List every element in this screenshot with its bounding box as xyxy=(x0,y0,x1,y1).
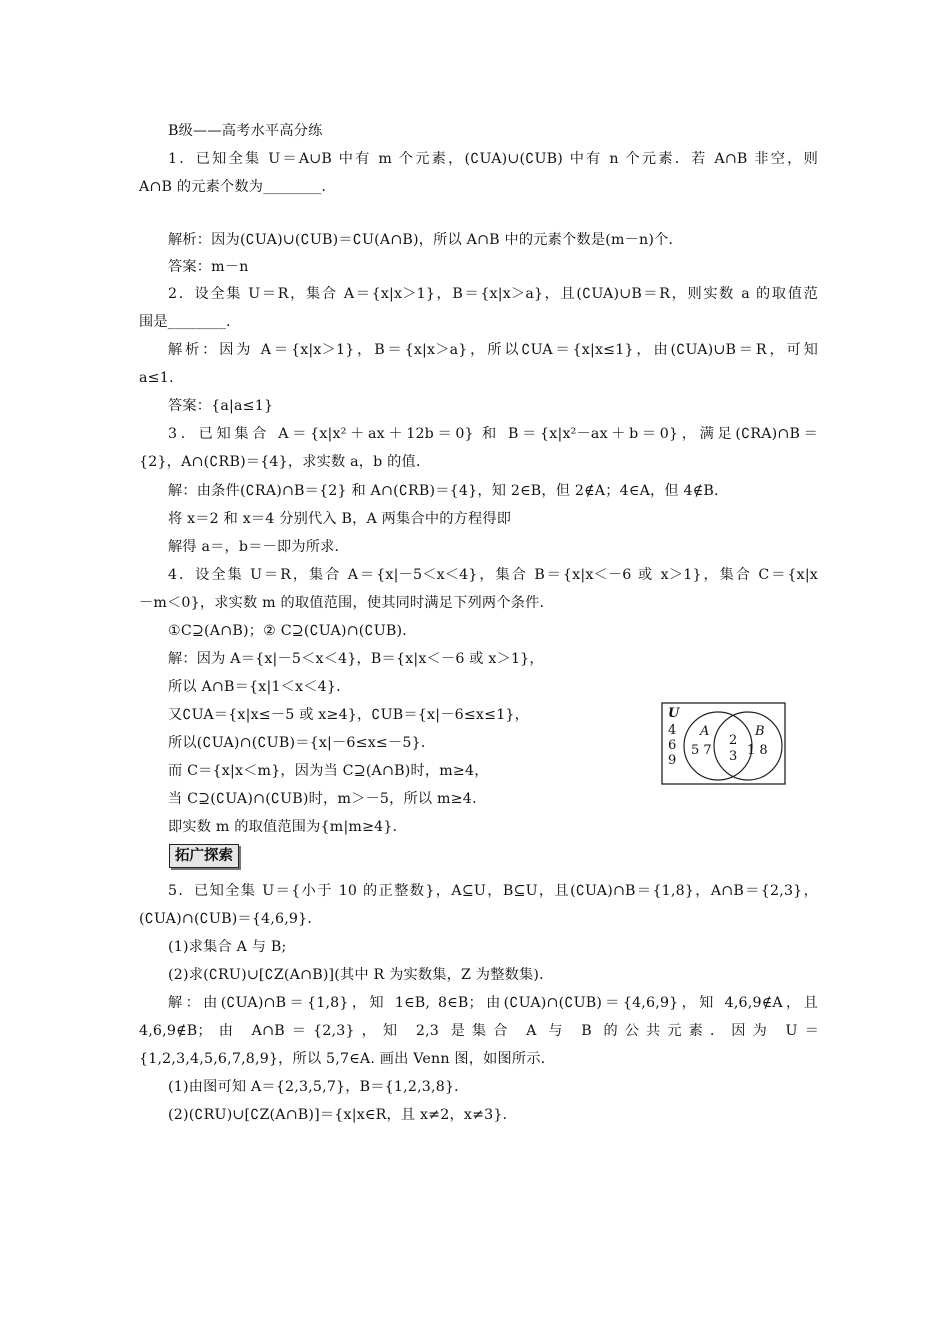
problem-5-answer-2: (2)(∁RU)∪[∁Z(A∩B)]＝{x|x∈R，且 x≠2，x≠3}． xyxy=(168,1107,518,1123)
problem-4-conclusion: 即实数 m 的取值范围为{m|m≥4}． xyxy=(168,819,408,835)
problem-3-solution-3: 解得 a＝，b＝－即为所求． xyxy=(168,539,349,555)
problem-4-solution-2: 所以 A∩B＝{x|1＜x＜4}． xyxy=(168,679,351,695)
problem-2-analysis-2: a≤1. xyxy=(139,370,174,386)
problem-4-solution-1: 解：因为 A＝{x|－5＜x＜4}，B＝{x|x＜－6 或 x＞1}， xyxy=(168,651,544,667)
problem-4-solution-6: 当 C⊇(∁UA)∩(∁UB)时，m＞－5，所以 m≥4. xyxy=(168,791,477,807)
problem-4-line-2: －m＜0}，求实数 m 的取值范围，使其同时满足下列两个条件． xyxy=(139,595,554,611)
problem-3-line-2: {2}，A∩(∁RB)＝{4}，求实数 a，b 的值． xyxy=(139,454,431,470)
problem-1-answer: 答案：m－n xyxy=(168,259,249,275)
problem-2-analysis-1: 解析：因为 A＝{x|x＞1}，B＝{x|x＞a}，所以∁UA＝{x|x≤1}，由(∁UA)∪B＝R，可知 xyxy=(168,342,818,358)
universe-label: U xyxy=(668,706,680,721)
problem-1-line-2: A∩B 的元素个数为________． xyxy=(139,179,336,195)
problem-4-solution-4: 所以(∁UA)∩(∁UB)＝{x|－6≤x≤－5}． xyxy=(168,735,436,751)
intersection-element-1: 2 xyxy=(729,733,738,748)
outside-element-2: 6 xyxy=(668,738,677,753)
problem-2-line-1: 2．设全集 U＝R，集合 A＝{x|x＞1}，B＝{x|x＞a}，且(∁UA)∪B＝R，则实数 a 的取值范 xyxy=(168,286,818,302)
set-a-label: A xyxy=(700,724,710,739)
problem-4-line-1: 4．设全集 U＝R，集合 A＝{x|－5＜x＜4}，集合 B＝{x|x＜－6 或 x＞1}，集合 C＝{x|x xyxy=(168,567,818,583)
problem-4-solution-5: 而 C＝{x|x＜m}，因为当 C⊇(A∩B)时，m≥4， xyxy=(168,763,489,779)
problem-4-conditions: ①C⊇(A∩B)；② C⊇(∁UA)∩(∁UB)． xyxy=(168,623,417,639)
extension-badge: 拓广探索 xyxy=(169,844,239,868)
venn-diagram xyxy=(661,702,787,786)
problem-5-answer-1: (1)由图可知 A＝{2,3,5,7}，B＝{1,2,3,8}． xyxy=(168,1079,469,1095)
section-title: B级——高考水平高分练 xyxy=(168,123,323,139)
problem-5-solution-1: 解：由(∁UA)∩B＝{1,8}，知 1∈B, 8∈B；由(∁UA)∩(∁UB)＝{4,6,9}，知 4,6,9∉A，且 xyxy=(168,995,818,1011)
problem-1-line-1: 1．已知全集 U＝A∪B 中有 m 个元素，(∁UA)∪(∁UB) 中有 n 个元素．若 A∩B 非空，则 xyxy=(168,151,818,167)
problem-2-answer: 答案：{a|a≤1} xyxy=(168,398,274,414)
problem-4-solution-3: 又∁UA＝{x|x≤－5 或 x≥4}，∁UB＝{x|－6≤x≤1}， xyxy=(168,707,530,723)
problem-5-line-2: (∁UA)∩(∁UB)＝{4,6,9}． xyxy=(139,911,322,927)
set-b-label: B xyxy=(755,724,765,739)
outside-element-3: 9 xyxy=(668,753,677,768)
problem-5-solution-2: 4,6,9∉B；由 A∩B＝{2,3}，知 2,3 是集合 A 与 B 的公共元素．因为 U＝ xyxy=(139,1023,819,1039)
outside-element-1: 4 xyxy=(668,723,677,738)
problem-5-line-1: 5．已知全集 U＝{小于 10 的正整数}，A⊆U，B⊆U，且(∁UA)∩B＝{1,8}，A∩B＝{2,3}， xyxy=(168,883,818,899)
only-b-elements: 1 8 xyxy=(747,743,768,758)
only-a-elements: 5 7 xyxy=(691,743,712,758)
intersection-element-2: 3 xyxy=(729,749,738,764)
problem-2-line-2: 围是________． xyxy=(139,314,241,330)
problem-5-solution-3: {1,2,3,4,5,6,7,8,9}，所以 5,7∈A. 画出 Venn 图，如图所示． xyxy=(139,1051,556,1067)
problem-3-solution-2: 将 x＝2 和 x＝4 分别代入 B，A 两集合中的方程得即 xyxy=(168,511,512,527)
problem-1-analysis: 解析：因为(∁UA)∪(∁UB)＝∁U(A∩B)，所以 A∩B 中的元素个数是(m－n)个． xyxy=(168,232,683,248)
problem-5-part-1: (1)求集合 A 与 B; xyxy=(168,939,287,955)
problem-5-part-2: (2)求(∁RU)∪[∁Z(A∩B)](其中 R 为实数集，Z 为整数集)． xyxy=(168,967,554,983)
problem-3-solution-1: 解：由条件(∁RA)∩B＝{2} 和 A∩(∁RB)＝{4}，知 2∈B，但 2∉A；4∈A，但 4∉B. xyxy=(168,483,719,499)
problem-3-line-1: 3．已知集合 A＝{x|x²＋ax＋12b＝0} 和 B＝{x|x²－ax＋b＝0}，满足(∁RA)∩B＝ xyxy=(168,426,818,442)
